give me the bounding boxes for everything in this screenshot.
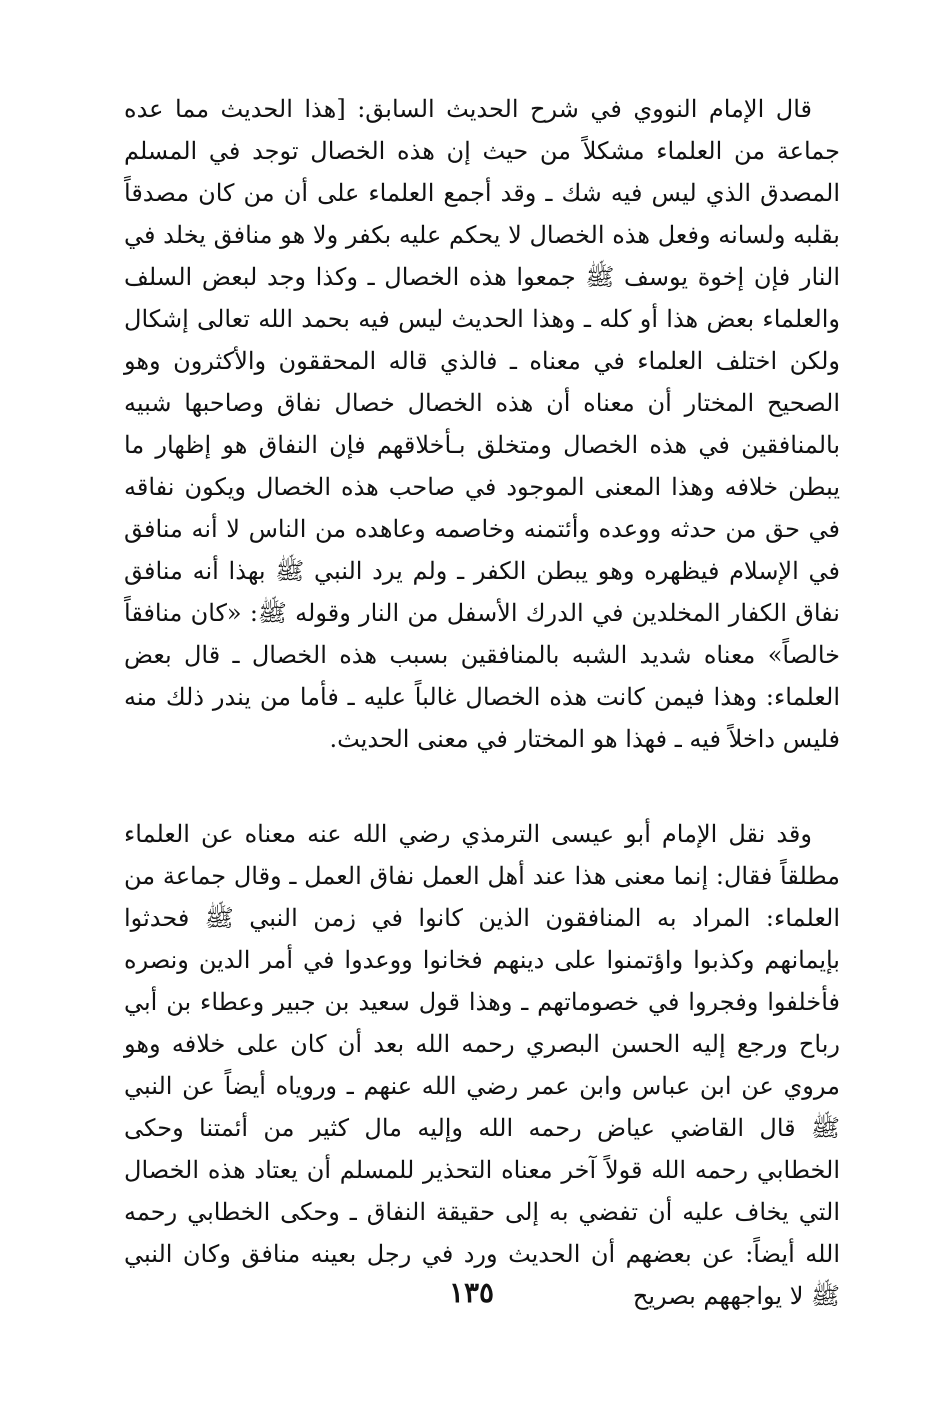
paragraph-1 bbox=[124, 88, 840, 778]
paragraph-1-text: قال الإمام النووي في شرح الحديث السابق: [هذا الحديث مما عده جماعة من العلماء مشكلاً من حيث إن هذه الخصال توجد في المسلم المصدق الذي ليس فيه شك ـ وقد أجمع العلماء على أن من كان مصدقاً بقلبه ولسانه وفعل هذه الخصال لا يحكم عليه بكفر ولا هو منافق يخلد في النار فإن إخوة يوسف ﷺ جمعوا هذه الخصال ـ وكذا وجد لبعض السلف والعلماء بعض هذا أو كله ـ وهذا الحديث ليس فيه بحمد الله تعالى إشكال ولكن اختلف العلماء في معناه ـ فالذي قاله المحققون والأكثرون وهو الصحيح المختار أن معناه أن هذه الخصال خصال نفاق وصاحبها شبيه بالمنافقين في هذه الخصال ومتخلق بـأخلاقهم فإن النفاق هو إظهار ما يبطن خلافه وهذا المعنى الموجود في صاحب هذه الخصال ويكون نفاقه في حق من حدثه ووعده وأئتمنه وخاصمه وعاهده من الناس لا أنه منافق في الإسلام فيظهره وهو يبطن الكفر ـ ولم يرد النبي ﷺ بهذا أنه منافق نفاق الكفار المخلدين في الدرك الأسفل من النار وقوله ﷺ: «كان منافقاً خالصاً» معناه شديد الشبه بالمنافقين بسبب هذه الخصال ـ قال بعض العلماء: وهذا فيمن كانت هذه الخصال غالباً عليه ـ فأما من يندر ذلك منه فليس داخلاً فيه ـ فهذا هو المختار في معنى الحديث. bbox=[124, 95, 840, 753]
page-number: ١٣٥ bbox=[448, 1276, 495, 1309]
paragraph-2-text: وقد نقل الإمام أبو عيسى الترمذي رضي الله عنه معناه عن العلماء مطلقاً فقال: إنما معنى هذا عند أهل العمل نفاق العمل ـ وقال جماعة من العلماء: المراد به المنافقون الذين كانوا في زمن النبي ﷺ فحدثوا بإيمانهم وكذبوا واؤتمنوا على دينهم فخانوا ووعدوا في أمر الدين ونصره فأخلفوا وفجروا في خصوماتهم ـ وهذا قول سعيد بن جبير وعطاء بن أبي رباح ورجع إليه الحسن البصري رحمه الله بعد أن كان على خلافه وهو مروي عن ابن عباس وابن عمر رضي الله عنهم ـ وروياه أيضاً عن النبي ﷺ قال القاضي عياض رحمه الله وإليه مال كثير من أئمتنا وحكى الخطابي رحمه الله قولاً آخر معناه التحذير للمسلم أن يعتاد هذه الخصال التي يخاف عليه أن تفضي به إلى حقيقة النفاق ـ وحكى الخطابي رحمه الله أيضاً: عن بعضهم أن الحديث ورد في رجل بعينه منافق وكان النبي ﷺ لا يواجههم بصريح bbox=[124, 820, 841, 1310]
